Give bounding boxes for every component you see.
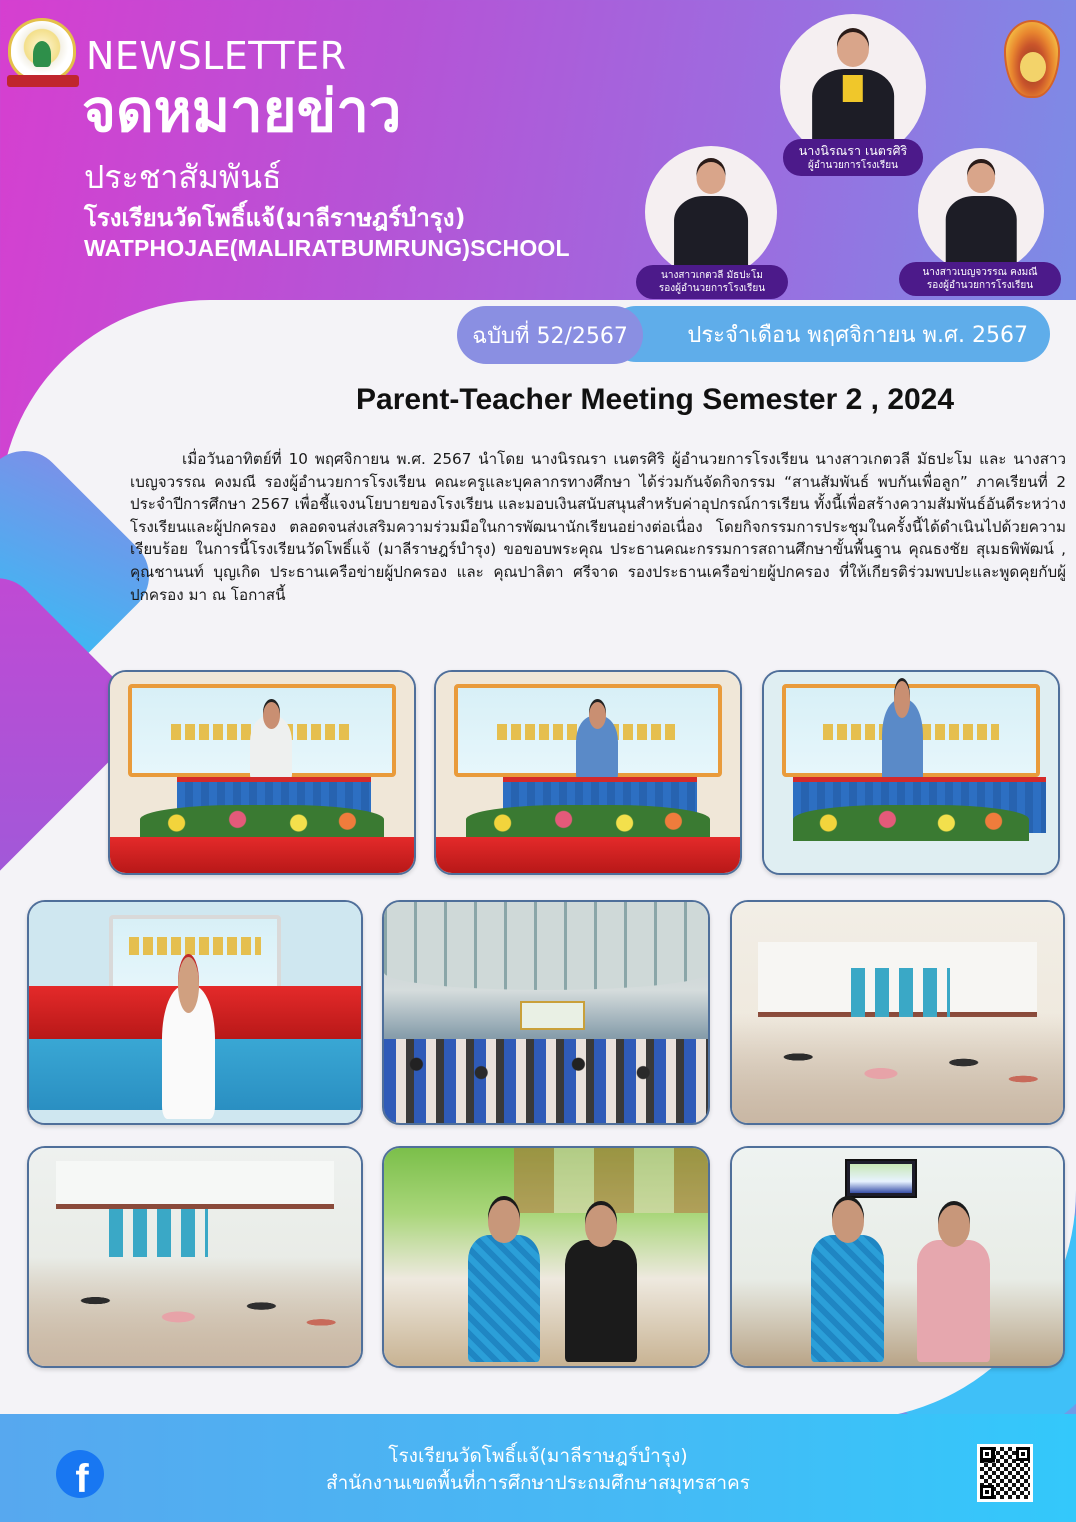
facebook-icon[interactable]: f (56, 1450, 104, 1498)
photo-handover-2 (730, 1146, 1065, 1368)
newsletter-label: NEWSLETTER (86, 34, 347, 78)
obec-emblem-icon (1004, 20, 1060, 98)
page-title: จดหมายข่าว (82, 77, 402, 145)
staff-role: ผู้อำนวยการโรงเรียน (808, 160, 898, 172)
staff-role: รองผู้อำนวยการโรงเรียน (926, 280, 1034, 291)
school-name-en: WATPHOJAE(MALIRATBUMRUNG)SCHOOL (84, 235, 570, 261)
portrait-deputy-1 (645, 146, 777, 278)
photo-classroom-1 (730, 900, 1065, 1125)
photo-handover-1 (382, 1146, 710, 1368)
article-title: Parent-Teacher Meeting Semester 2 , 2024 (356, 383, 955, 416)
name-tag-deputy-1 (636, 265, 788, 299)
footer-school-name: โรงเรียนวัดโพธิ์แจ้(มาลีราษฎร์บำรุง) (388, 1445, 688, 1467)
issue-number-label: ฉบับที่ 52/2567 (472, 323, 628, 349)
photo-stage-1 (108, 670, 416, 875)
staff-name: นางสาวเกตวลี มัธปะโม (661, 270, 763, 281)
footer-office-name: สำนักงานเขตพื้นที่การศึกษาประถมศึกษาสมุทรสาคร (326, 1472, 750, 1494)
staff-role: รองผู้อำนวยการโรงเรียน (658, 283, 766, 294)
qr-code-icon[interactable] (977, 1444, 1033, 1502)
school-name-thai: โรงเรียนวัดโพธิ์แจ้(มาลีราษฎร์บำรุง) (84, 204, 466, 232)
staff-name: นางนิรณรา เนตรศิริ (798, 143, 908, 158)
page-subtitle: ประชาสัมพันธ์ (84, 158, 282, 196)
article-body: เมื่อวันอาทิตย์ที่ 10 พฤศจิกายน พ.ศ. 2567 นำโดย นางนิรณรา เนตรศิริ ผู้อำนวยการโรงเรียน นางสาวเกตวลี มัธปะโม และ นางสาวเบญจวรรณ คงมณี รองผู้อำนวยการโรงเรียน คณะครูและบุคลากรทางศึกษา ได้ร่วมกันจัดกิจกรรม “สานสัมพันธ์ พบกันเพื่อลูก” ภาคเรียนที่ 2 ประจำปีการศึกษา 2567 เพื่อชี้แจงนโยบายของโรงเรียน และมอบเงินสนับสนุนสำหรับค่าอุปกรณ์การเรียน ทั้งนี้เพื่อสร้างความสัมพันธ์อันดีระหว่างโรงเรียนและผู้ปกครอง ตลอดจนส่งเสริมความร่วมมือในการพัฒนานักเรียนอย่างต่อเนื่อง โดยกิจกรรมการประชุมในครั้งนี้ได้ดำเนินไปด้วยความเรียบร้อย ในการนี้โรงเรียนวัดโพธิ์แจ้ (มาลีราษฎร์บำรุง) ขอขอบพระคุณ ประธานคณะกรรมการสถานศึกษาขั้นพื้นฐาน คุณธงชัย สุเมธพิพัฒน์ , คุณชานนท์ บุญเกิด ประธานเครือข่ายผู้ปกครอง และ คุณปาลิตา ศรีจาด รองประธานเครือข่ายผู้ปกครอง ที่ให้เกียรติร่วมพบปะและพูดคุยกับผู้ปกครอง มา ณ โอกาสนี้ (130, 450, 1066, 604)
school-emblem-icon (8, 18, 76, 82)
issue-month-badge (608, 306, 1050, 362)
photo-classroom-2 (27, 1146, 363, 1368)
issue-number-badge (457, 306, 643, 364)
photo-hall-audience (382, 900, 710, 1125)
photo-stage-2 (434, 670, 742, 875)
staff-name: นางสาวเบญจวรรณ คงมณี (922, 267, 1038, 278)
photo-stage-4 (27, 900, 363, 1125)
name-tag-deputy-2 (899, 262, 1061, 296)
photo-stage-3 (762, 670, 1060, 875)
name-tag-director (783, 139, 923, 176)
issue-month-label: ประจำเดือน พฤศจิกายน พ.ศ. 2567 (687, 322, 1028, 348)
portrait-deputy-2 (918, 148, 1044, 274)
